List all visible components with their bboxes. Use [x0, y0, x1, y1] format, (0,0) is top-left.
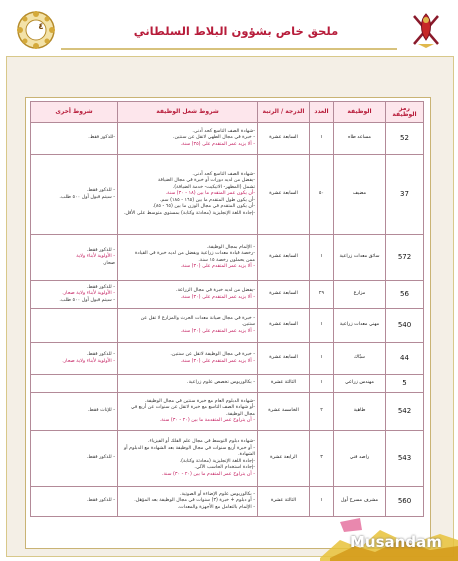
- national-emblem-icon: [408, 10, 444, 50]
- job-requirements-cell: [118, 487, 258, 517]
- other-condition-line: - للذكور فقط.: [86, 284, 115, 290]
- header-divider: [61, 48, 397, 50]
- job-grade-cell: السابعة عشرة: [258, 343, 310, 375]
- job-other-conditions-cell: [31, 123, 118, 155]
- header-code: رمز الوظيفة: [386, 102, 424, 123]
- requirement-line: - أن يتراوح عمر المتقدمة ما بين (٢٠ - ٣٠) سنة.: [159, 418, 255, 423]
- table-row: [31, 281, 424, 309]
- job-count-cell: ١: [310, 375, 334, 393]
- requirement-line: - الإلمام بمجال الوظيفة.: [206, 244, 255, 250]
- job-title-cell: سبّاك: [334, 343, 386, 375]
- page-header: [6, 4, 452, 58]
- job-code-cell: 52: [386, 123, 424, 155]
- job-title-cell: مزارع: [334, 281, 386, 309]
- table-row: [31, 393, 424, 431]
- table-row: [31, 343, 424, 375]
- requirement-line: -إجادة اللغة الإنجليزية (محادثة وكتابة).: [179, 458, 255, 464]
- requirement-line: - أو دبلوم + خبرة (٣) سنوات في مجال الوظيفة بعد المؤهل.: [134, 498, 255, 504]
- job-title-cell: راصد فني: [334, 431, 386, 487]
- job-count-cell: ٥٠: [310, 155, 334, 235]
- job-code-cell: 560: [386, 487, 424, 517]
- requirement-line: - أو خبرة أربع سنوات في مجال الوظيفة بعد الشهادة مع الدبلوم أو الشهادة.: [123, 445, 255, 457]
- other-condition-line: صحار.: [102, 260, 115, 266]
- job-grade-cell: الثالثة عشرة: [258, 487, 310, 517]
- requirement-line: -شهادة الدبلوم العام مع خبرة سنتين في مجال الوظيفة.: [144, 398, 255, 404]
- watermark-graphic: [300, 500, 458, 561]
- job-grade-cell: الخامسة عشرة: [258, 393, 310, 431]
- requirement-line: -أن يكون طول المتقدم ما بين (١٦٥ - ١٨٥) سم.: [159, 197, 255, 203]
- job-other-conditions-cell: [31, 487, 118, 517]
- job-other-conditions-cell: [31, 343, 118, 375]
- other-condition-line: - للذكور فقط.: [86, 247, 115, 253]
- header-grade: الدرجة / الرتبة: [258, 102, 310, 123]
- job-grade-cell: السابعة عشرة: [258, 309, 310, 343]
- job-title-cell: مهندس زراعي: [334, 375, 386, 393]
- requirement-line: - ألا يزيد عمر المتقدم على (٣٥) سنة.: [180, 141, 255, 147]
- job-title-cell: مضيف: [334, 155, 386, 235]
- other-condition-line: - للذكور فقط.: [86, 188, 115, 193]
- job-grade-cell: السابعة عشرة: [258, 281, 310, 309]
- job-requirements-cell: [118, 343, 258, 375]
- header-banner: [116, 20, 356, 42]
- job-count-cell: ٢٩: [310, 281, 334, 309]
- table-row: [31, 123, 424, 155]
- table-row: [31, 375, 424, 393]
- other-condition-line: - سيتم قبول أول ٥٠٠ طلب.: [59, 297, 115, 303]
- requirement-line: - خبرة في مجال الطهي لاتقل عن سنتين.: [172, 135, 255, 141]
- other-condition-line: - للذكور فقط.: [86, 498, 115, 504]
- table-body: [31, 123, 424, 517]
- job-code-cell: 572: [386, 235, 424, 281]
- requirement-line: - ألا يزيد عمر المتقدم على (٣٠) سنة.: [180, 358, 255, 364]
- requirement-line: - أن يتراوح عمر المتقدم ما بين (٢٠ - ٣٠) سنة.: [161, 471, 255, 477]
- requirement-line: -أو شهادة الصف التاسع مع خبرة لاتقل عن سنوات عن أربع في مجال الوظيفة.: [130, 405, 255, 417]
- table-row: [31, 431, 424, 487]
- job-requirements-cell: [118, 235, 258, 281]
- job-title-cell: مهني معدات زراعية: [334, 309, 386, 343]
- requirement-line: - ألا يزيد عمر المتقدم على (٣٠) سنة.: [180, 264, 255, 269]
- job-requirements-cell: [118, 281, 258, 309]
- other-condition-line: -للذكور فقط.: [88, 135, 115, 141]
- job-title-cell: مشرف مسرح أول: [334, 487, 386, 517]
- requirement-line: -رخصة قيادة معدات زراعية ويفضل من لديه خبرة في القيادة: [134, 251, 255, 256]
- job-title-cell: مساعد طاه: [334, 123, 386, 155]
- header-count: العدد: [310, 102, 334, 123]
- job-requirements-cell: [118, 375, 258, 393]
- other-condition-line: - للذكور فقط.: [86, 352, 115, 357]
- table-row: [31, 235, 424, 281]
- requirement-line: تشمل (المظهر- الاتيكيت- خدمة الضيافة).: [172, 184, 255, 190]
- requirement-line: -شهادة الصف التاسع كحد أدنى.: [192, 171, 255, 177]
- page-number-badge: ٤: [38, 22, 44, 32]
- other-condition-line: - سيتم قبول أول ٥٠٠ طلب.: [59, 194, 115, 200]
- requirement-line: ممن يحملون رخصة ١٥ سنة.: [198, 257, 255, 263]
- requirement-line: - الإلمام بالتعامل مع الأجهزة والمعدات.: [177, 504, 255, 510]
- requirement-line: - ألا يزيد عمر المتقدم على (٣٠) سنة.: [180, 294, 255, 300]
- job-other-conditions-cell: [31, 393, 118, 431]
- job-title-cell: سائق معدات زراعية: [334, 235, 386, 281]
- header-title: ملحق خاص بشؤون البلاط السلطاني: [133, 24, 339, 38]
- job-other-conditions-cell: [31, 281, 118, 309]
- requirement-line: - خبرة في مجال صيانة معدات الحرث والمزارع لا تقل عن: [140, 315, 255, 321]
- job-code-cell: 56: [386, 281, 424, 309]
- job-code-cell: 5: [386, 375, 424, 393]
- other-condition-line: - للإناث فقط.: [87, 408, 115, 414]
- job-other-conditions-cell: [31, 375, 118, 393]
- requirement-line: -شهادة الصف التاسع كحد أدنى.: [192, 128, 255, 134]
- job-other-conditions-cell: [31, 235, 118, 281]
- table-header-row: [31, 102, 424, 123]
- requirement-line: -أن يكون عمر المتقدم ما بين (١٨ - ٣٠) سنة.: [165, 191, 255, 197]
- job-other-conditions-cell: [31, 155, 118, 235]
- job-count-cell: ٣: [310, 431, 334, 487]
- jobs-table: [30, 101, 424, 517]
- job-grade-cell: السابعة عشرة: [258, 155, 310, 235]
- job-requirements-cell: [118, 309, 258, 343]
- job-code-cell: 543: [386, 431, 424, 487]
- job-requirements-cell: [118, 155, 258, 235]
- job-other-conditions-cell: [31, 431, 118, 487]
- job-grade-cell: الرابعة عشرة: [258, 431, 310, 487]
- job-requirements-cell: [118, 123, 258, 155]
- requirement-line: -إجادة اللغة الإنجليزية (محادثة وكتابة) بمستوى متوسط على الأقل.: [123, 210, 255, 216]
- watermark-text: Musandam: [350, 533, 442, 551]
- other-condition-line: - الأولوية لأبناء ولاية صحار.: [62, 358, 115, 364]
- requirement-line: -شهادة دبلوم التوسط في مجال علم الفلك أو الفيزياء.: [147, 439, 255, 444]
- requirement-line: -أن يكون المتقدم في مجال الوزن ما بين (٦٥ - ٨٥).: [152, 204, 255, 210]
- requirement-line: -إجادة استخدام الحاسب الآلي.: [194, 465, 255, 470]
- job-requirements-cell: [118, 393, 258, 431]
- job-code-cell: 37: [386, 155, 424, 235]
- job-code-cell: 540: [386, 309, 424, 343]
- requirement-line: -يفضل من لديه دورات أو خبرة في مجال الضيافة: [157, 178, 255, 184]
- job-grade-cell: الثالثة عشرة: [258, 375, 310, 393]
- job-count-cell: ١: [310, 343, 334, 375]
- table-row: [31, 309, 424, 343]
- other-condition-line: - للذكور فقط.: [86, 455, 115, 461]
- job-grade-cell: السابعة عشرة: [258, 123, 310, 155]
- job-title-cell: طاهية: [334, 393, 386, 431]
- job-requirements-cell: [118, 431, 258, 487]
- job-count-cell: ١: [310, 487, 334, 517]
- requirement-line: - بكالوريوس علوم الإضاءة أو الصوتية.: [180, 491, 255, 497]
- job-grade-cell: السابعة عشرة: [258, 235, 310, 281]
- job-count-cell: ١: [310, 235, 334, 281]
- job-code-cell: 542: [386, 393, 424, 431]
- job-count-cell: ٢: [310, 393, 334, 431]
- requirement-line: - بكالوريوس تخصص علوم زراعية.: [187, 380, 255, 386]
- job-count-cell: ١: [310, 309, 334, 343]
- requirement-line: - خبرة في مجال الوظيفة لاتقل عن سنتين.: [170, 352, 255, 357]
- requirement-line: -يفضل من لديه خبرة في مجال الزراعة.: [175, 288, 255, 293]
- header-requirements: شروط شغل الوظيفة: [118, 102, 258, 123]
- other-condition-line: - الأولوية لأبناء ولاية: [76, 254, 115, 260]
- job-other-conditions-cell: [31, 309, 118, 343]
- header-title: الوظيفة: [334, 102, 386, 123]
- requirement-line: - ألا يزيد عمر المتقدم على (٣٠) سنة.: [180, 328, 255, 334]
- job-count-cell: ١: [310, 123, 334, 155]
- header-other: شروط أخرى: [31, 102, 118, 123]
- table-row: [31, 155, 424, 235]
- job-code-cell: 44: [386, 343, 424, 375]
- requirement-line: سنتين.: [241, 322, 255, 328]
- other-condition-line: - الأولوية لأبناء ولاية صحار.: [62, 291, 115, 297]
